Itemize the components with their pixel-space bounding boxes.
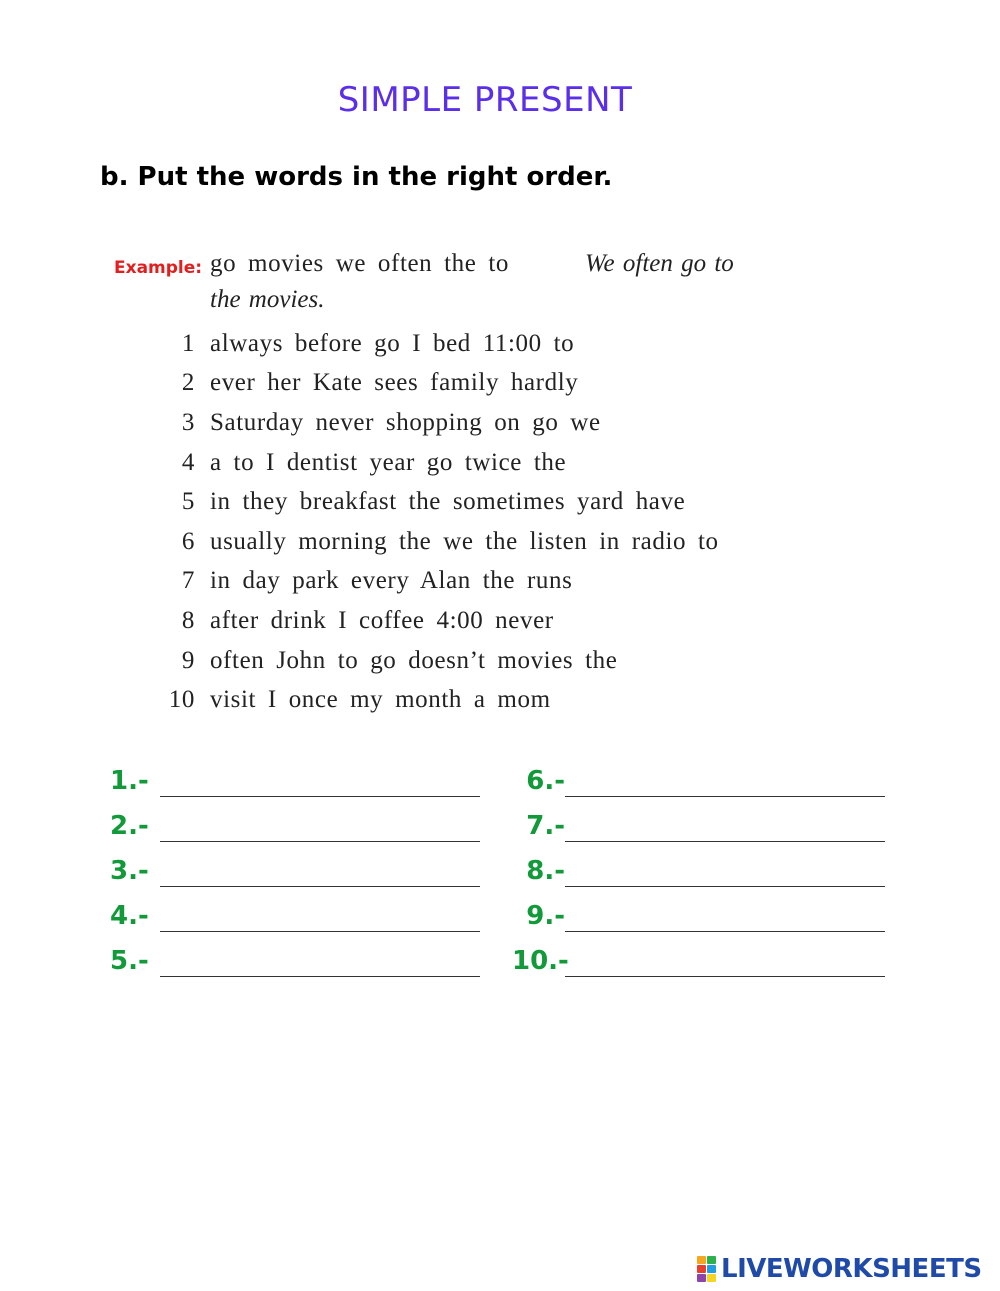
list-item bbox=[160, 364, 719, 404]
answer-row bbox=[512, 940, 885, 985]
liveworksheets-logo[interactable] bbox=[697, 1254, 982, 1284]
answer-10-input[interactable] bbox=[565, 950, 885, 977]
list-item bbox=[160, 403, 719, 443]
instruction-text: b. Put the words in the right order. bbox=[100, 162, 613, 192]
answer-label: 5.- bbox=[110, 946, 149, 976]
answer-label: 9.- bbox=[526, 901, 565, 931]
item-number: 4 bbox=[181, 448, 195, 476]
liveworksheets-logo-icon bbox=[697, 1256, 717, 1282]
example-answer-line1: We often go to bbox=[585, 250, 734, 277]
item-number: 10 bbox=[168, 686, 195, 714]
answer-label: 4.- bbox=[110, 901, 149, 931]
list-item bbox=[160, 443, 719, 483]
answer-label: 3.- bbox=[110, 856, 149, 886]
item-number: 1 bbox=[181, 329, 195, 357]
list-item bbox=[160, 680, 719, 720]
item-number: 9 bbox=[181, 646, 195, 674]
answer-label: 7.- bbox=[526, 811, 565, 841]
answer-row bbox=[110, 895, 480, 940]
list-item bbox=[160, 601, 719, 641]
item-number: 7 bbox=[181, 567, 195, 595]
item-words: usually morning the we the listen in radio to bbox=[210, 527, 719, 555]
item-words: visit I once my month a mom bbox=[210, 686, 551, 714]
answer-3-input[interactable] bbox=[160, 860, 480, 887]
item-number: 6 bbox=[181, 527, 195, 555]
answer-row bbox=[110, 805, 480, 850]
answer-row bbox=[110, 940, 480, 985]
example-answer-line2: the movies. bbox=[210, 286, 325, 313]
answer-label: 6.- bbox=[526, 766, 565, 796]
answer-label: 10.- bbox=[512, 946, 569, 976]
item-number: 5 bbox=[181, 488, 195, 516]
worksheet-title: SIMPLE PRESENT bbox=[337, 80, 633, 120]
answer-7-input[interactable] bbox=[565, 815, 885, 842]
answer-column-right bbox=[512, 760, 885, 985]
item-number: 2 bbox=[181, 369, 195, 397]
list-item bbox=[160, 641, 719, 681]
item-words: always before go I bed 11:00 to bbox=[210, 329, 575, 357]
answer-row bbox=[512, 850, 885, 895]
answer-2-input[interactable] bbox=[160, 815, 480, 842]
answer-row bbox=[110, 850, 480, 895]
answer-row bbox=[512, 895, 885, 940]
answer-label: 2.- bbox=[110, 811, 149, 841]
answer-row bbox=[512, 805, 885, 850]
item-words: Saturday never shopping on go we bbox=[210, 408, 601, 436]
item-words: ever her Kate sees family hardly bbox=[210, 369, 579, 397]
example-label: Example: bbox=[114, 258, 203, 278]
answer-1-input[interactable] bbox=[160, 770, 480, 797]
answer-label: 1.- bbox=[110, 766, 149, 796]
item-words: a to I dentist year go twice the bbox=[210, 448, 567, 476]
item-number: 8 bbox=[181, 606, 195, 634]
example-words: go movies we often the to bbox=[210, 250, 509, 277]
answer-label: 8.- bbox=[526, 856, 565, 886]
answer-row bbox=[512, 760, 885, 805]
item-words: after drink I coffee 4:00 never bbox=[210, 606, 554, 634]
list-item bbox=[160, 562, 719, 602]
answer-5-input[interactable] bbox=[160, 950, 480, 977]
item-words: in they breakfast the sometimes yard have bbox=[210, 488, 686, 516]
answer-8-input[interactable] bbox=[565, 860, 885, 887]
answer-6-input[interactable] bbox=[565, 770, 885, 797]
answer-column-left bbox=[110, 760, 480, 985]
logo-text: LIVEWORKSHEETS bbox=[721, 1254, 982, 1284]
answer-9-input[interactable] bbox=[565, 905, 885, 932]
item-number: 3 bbox=[181, 408, 195, 436]
item-words: often John to go doesn’t movies the bbox=[210, 646, 618, 674]
scrambled-sentence-list bbox=[160, 324, 719, 720]
answer-row bbox=[110, 760, 480, 805]
item-words: in day park every Alan the runs bbox=[210, 567, 573, 595]
list-item bbox=[160, 522, 719, 562]
list-item bbox=[160, 324, 719, 364]
list-item bbox=[160, 482, 719, 522]
answer-4-input[interactable] bbox=[160, 905, 480, 932]
